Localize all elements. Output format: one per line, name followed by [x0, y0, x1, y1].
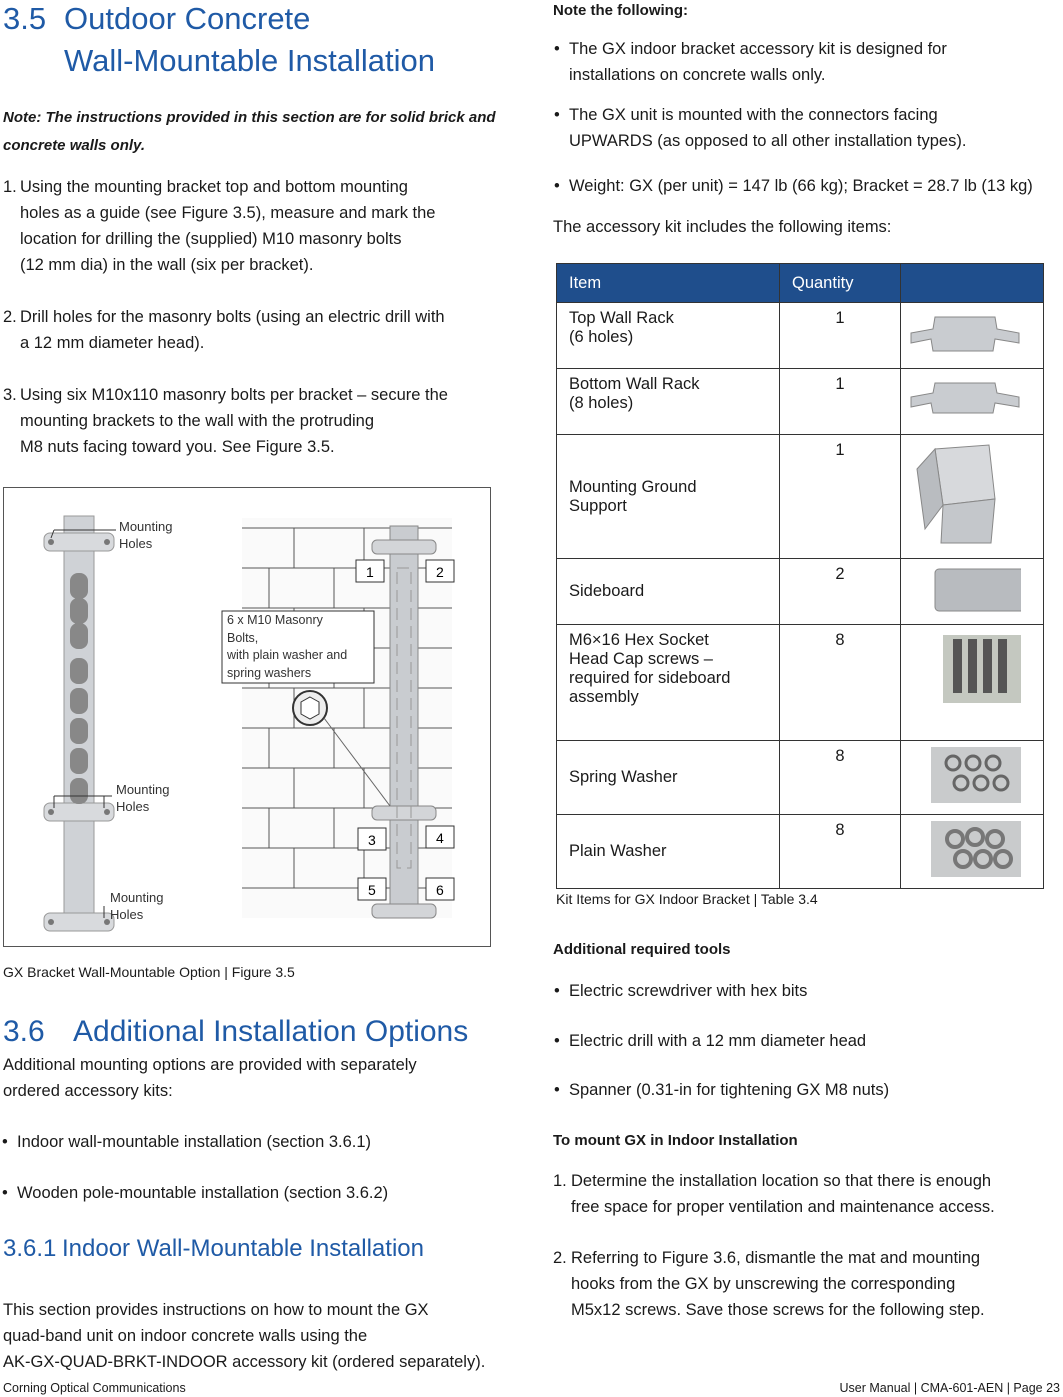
item-cell [557, 303, 780, 369]
bullet-indoor: • Indoor wall-mountable installation (section 3.6.1) [17, 1129, 371, 1155]
image-cell [901, 815, 1044, 889]
note-line-1: Note: The instructions provided in this section are for solid brick and [3, 109, 496, 126]
mounting-hole [48, 919, 54, 925]
step-1-number: 1. [3, 178, 17, 196]
label-line: Mounting [116, 782, 170, 797]
qty-cell: 1 [780, 369, 901, 435]
bracket-slot [70, 598, 88, 624]
step-3-line: M8 nuts facing toward you. See Figure 3.5. [20, 438, 335, 456]
position-label-5: 5 [368, 882, 376, 898]
bracket-slot [70, 688, 88, 714]
note-line: installations on concrete walls only. [569, 66, 826, 84]
footer-right: User Manual | CMA-601-AEN | Page 23 [839, 1381, 1060, 1395]
hex-screws-image [903, 629, 1021, 709]
item-line: assembly [569, 688, 639, 706]
note-line: UPWARDS (as opposed to all other installation types). [569, 132, 967, 150]
bracket-top-flange [44, 533, 114, 551]
label-line: Mounting [110, 890, 164, 905]
item-cell [557, 559, 780, 625]
image-cell [901, 369, 1044, 435]
position-label-2: 2 [436, 564, 444, 580]
screw [968, 639, 977, 693]
image-cell [901, 303, 1044, 369]
mounted-bracket-flange [372, 904, 436, 918]
item-line: (6 holes) [569, 328, 634, 346]
item-cell [557, 435, 780, 559]
intro-line: ordered accessory kits: [3, 1082, 173, 1100]
tools-heading: Additional required tools [553, 941, 731, 958]
qty-cell: 8 [780, 741, 901, 815]
qty-cell: 1 [780, 303, 901, 369]
position-label-4: 4 [436, 830, 444, 846]
step-3-number: 3. [3, 386, 17, 404]
item-line: Spring Washer [569, 768, 678, 786]
support-face [941, 499, 995, 543]
note-line: • The GX indoor bracket accessory kit is designed for [569, 40, 947, 58]
table-row [557, 559, 1044, 625]
kit-items-table [556, 263, 1044, 889]
label-mounting-holes-top [119, 518, 172, 552]
section-3-5-title-line1: Outdoor Concrete [64, 1, 311, 36]
mounting-hole [104, 539, 110, 545]
label-line: Holes [110, 907, 144, 922]
tool-bullet: • Electric drill with a 12 mm diameter head [569, 1028, 866, 1054]
mounting-hole [48, 539, 54, 545]
step-3-line: mounting brackets to the wall with the protruding [20, 412, 375, 430]
bracket-slot [70, 573, 88, 599]
bracket-slot [70, 748, 88, 774]
figure-3-5 [3, 487, 491, 947]
item-line: Bottom Wall Rack [569, 375, 700, 393]
item-line: Support [569, 496, 627, 515]
intro-line: Additional mounting options are provided with separately [3, 1056, 417, 1074]
section-3-5-number: 3.5 [3, 1, 47, 36]
brick-wall [242, 518, 452, 918]
table-row [557, 625, 1044, 741]
mount-step-line: Referring to Figure 3.6, dismantle the mat and mounting [571, 1249, 981, 1267]
qty-cell: 2 [780, 559, 901, 625]
note-bullet-1 [569, 36, 947, 88]
header-image [901, 264, 1044, 303]
table-header-row [557, 264, 1044, 303]
note-line: • Weight: GX (per unit) = 147 lb (66 kg); Bracket = 28.7 lb (13 kg) [569, 177, 1033, 195]
step-2-number: 2. [3, 308, 17, 326]
section-3-6-1-number: 3.6.1 [3, 1235, 57, 1262]
bracket-slot [70, 778, 88, 804]
image-cell [901, 625, 1044, 741]
plain-washer-image [903, 819, 1021, 879]
hex-nut-icon [301, 697, 319, 719]
image-cell [901, 435, 1044, 559]
item-cell [557, 369, 780, 435]
step-2 [20, 304, 445, 356]
position-label-6: 6 [436, 882, 444, 898]
table-row [557, 741, 1044, 815]
image-cell [901, 559, 1044, 625]
section-3-6-intro [3, 1052, 417, 1104]
mounted-bracket-flange [372, 540, 436, 554]
callout-text [227, 612, 347, 682]
screw [953, 639, 962, 693]
note-line: • The GX unit is mounted with the connectors facing [569, 106, 938, 124]
mount-step-1-number: 1. [553, 1172, 567, 1190]
sideboard-shape [935, 569, 1021, 611]
item-line: Mounting Ground [569, 477, 697, 496]
step-1-line: Using the mounting bracket top and bottom mounting [20, 178, 408, 196]
callout-line: with plain washer and [227, 648, 348, 662]
rack-shape [911, 383, 1019, 413]
item-cell [557, 815, 780, 889]
section-3-5-title-line2: Wall-Mountable Installation [64, 43, 436, 78]
section-3-6-1-body [3, 1297, 485, 1375]
body-line: This section provides instructions on how to mount the GX [3, 1301, 429, 1319]
callout-line: Bolts, [227, 630, 259, 645]
mount-step-2 [571, 1245, 985, 1323]
label-line: Mounting [119, 519, 173, 534]
screw [983, 639, 992, 693]
section-3-6-title: Additional Installation Options [73, 1015, 469, 1048]
mount-step-line: Determine the installation location so that there is enough [571, 1172, 992, 1190]
bracket-slot [70, 718, 88, 744]
table-row [557, 815, 1044, 889]
item-cell [557, 625, 780, 741]
mount-step-line: hooks from the GX by unscrewing the corresponding [571, 1275, 956, 1293]
header-quantity: Quantity [780, 264, 901, 303]
step-2-line: Drill holes for the masonry bolts (using an electric drill with [20, 308, 445, 326]
item-cell [557, 741, 780, 815]
support-face [935, 445, 995, 505]
mount-step-line: M5x12 screws. Save those screws for the following step. [571, 1301, 985, 1319]
table-row [557, 435, 1044, 559]
qty-cell: 1 [780, 435, 901, 559]
step-1-line: holes as a guide (see Figure 3.5), measure and mark the [20, 204, 436, 222]
item-line: Sideboard [569, 582, 645, 600]
note-heading: Note the following: [553, 2, 688, 19]
position-label-1: 1 [366, 564, 374, 580]
sideboard-image [903, 563, 1021, 615]
image-cell [901, 741, 1044, 815]
step-1-line: location for drilling the (supplied) M10 masonry bolts [20, 230, 402, 248]
bottom-wall-rack-image [903, 373, 1021, 425]
callout-line: 6 x M10 Masonry [227, 613, 323, 627]
note-bullet-2 [569, 102, 966, 154]
mounted-bracket [390, 526, 418, 916]
note-line-2: concrete walls only. [3, 137, 145, 154]
callout-line: spring washers [227, 665, 312, 680]
body-line: quad-band unit on indoor concrete walls using the [3, 1327, 368, 1345]
label-line: Holes [119, 536, 153, 551]
qty-cell: 8 [780, 625, 901, 741]
label-line: Holes [116, 799, 150, 814]
item-line: required for sideboard [569, 669, 731, 687]
step-3 [20, 382, 448, 460]
step-2-line: a 12 mm diameter head). [20, 334, 205, 352]
section-3-6-number: 3.6 [3, 1015, 45, 1048]
mounting-ground-support-image [903, 439, 1021, 549]
footer-left: Corning Optical Communications [3, 1381, 186, 1395]
header-item: Item [557, 264, 780, 303]
mounting-hole [48, 809, 54, 815]
spring-washer-image [903, 745, 1021, 805]
item-line: Plain Washer [569, 842, 667, 860]
rack-shape [911, 317, 1019, 351]
kit-intro: The accessory kit includes the following items: [553, 218, 892, 236]
wall-background [242, 518, 452, 918]
mount-step-line: free space for proper ventilation and maintenance access. [571, 1198, 995, 1216]
tool-bullet: • Spanner (0.31-in for tightening GX M8 nuts) [569, 1077, 889, 1103]
mount-heading: To mount GX in Indoor Installation [553, 1132, 798, 1149]
table-row [557, 303, 1044, 369]
item-line: (8 holes) [569, 394, 634, 412]
mount-step-1 [571, 1168, 995, 1220]
note-bullet-3 [569, 173, 1033, 199]
table-row [557, 369, 1044, 435]
bullet-pole: • Wooden pole-mountable installation (section 3.6.2) [17, 1180, 388, 1206]
step-1-line: (12 mm dia) in the wall (six per bracket). [20, 256, 314, 274]
tool-bullet: • Electric screwdriver with hex bits [569, 978, 807, 1004]
step-1 [20, 174, 435, 278]
item-line: Top Wall Rack [569, 309, 674, 327]
label-mounting-holes-bottom [110, 889, 163, 923]
screw [998, 639, 1007, 693]
item-line: Head Cap screws – [569, 650, 713, 668]
bracket-slot [70, 658, 88, 684]
section-3-6-1-title: Indoor Wall-Mountable Installation [62, 1235, 424, 1262]
mounted-bracket-flange [372, 806, 436, 820]
top-wall-rack-image [903, 307, 1021, 359]
mounting-hole [104, 809, 110, 815]
bracket-illustration [4, 488, 490, 946]
qty-cell: 8 [780, 815, 901, 889]
bracket-slot [70, 623, 88, 649]
label-mounting-holes-mid [116, 781, 169, 815]
position-label-3: 3 [368, 832, 376, 848]
item-line: M6×16 Hex Socket [569, 631, 709, 649]
figure-caption: GX Bracket Wall-Mountable Option | Figure 3.5 [3, 964, 295, 980]
body-line: AK-GX-QUAD-BRKT-INDOOR accessory kit (ordered separately). [3, 1353, 486, 1371]
mount-step-2-number: 2. [553, 1249, 567, 1267]
table-caption: Kit Items for GX Indoor Bracket | Table 3.4 [556, 891, 818, 907]
step-3-line: Using six M10x110 masonry bolts per bracket – secure the [20, 386, 448, 404]
